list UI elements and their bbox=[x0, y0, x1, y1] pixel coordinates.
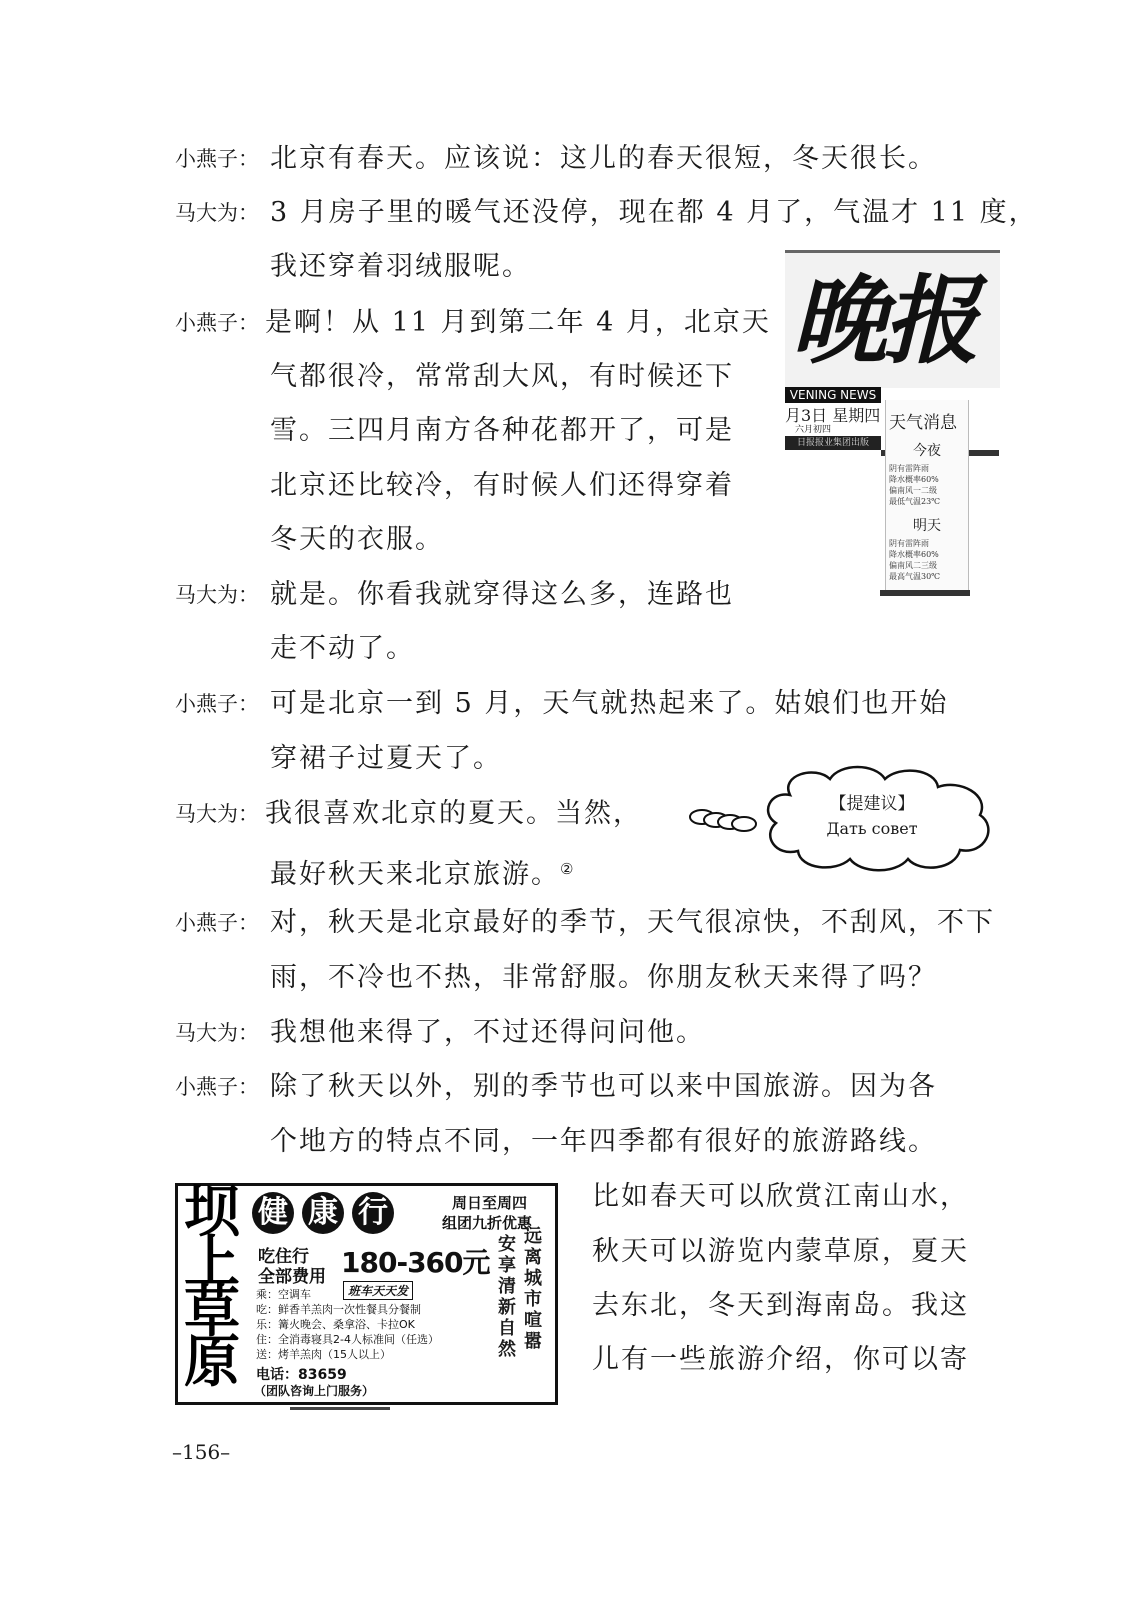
newspaper-english-title: VENING NEWS bbox=[785, 387, 881, 403]
dialogue-line: 我还穿着羽绒服呢。 bbox=[270, 251, 531, 282]
weather-detail: 最低气温23℃ bbox=[889, 497, 941, 506]
weather-title: 天气消息 bbox=[889, 413, 957, 433]
dialogue-line: 雪。三四月南方各种花都开了，可是 bbox=[270, 415, 734, 446]
ad-vertical-char: 享 bbox=[498, 1255, 516, 1276]
ad-circle-char: 健 bbox=[252, 1192, 294, 1234]
dialogue-line: 我想他来得了，不过还得问问他。 bbox=[270, 1017, 705, 1048]
speaker-label: 小燕子： bbox=[175, 147, 259, 171]
dialogue-line: 走不动了。 bbox=[270, 633, 415, 664]
dialogue-line: 是啊！从 11 月到第二年 4 月，北京天 bbox=[265, 307, 771, 338]
newspaper-masthead bbox=[785, 250, 1000, 388]
speaker-label: 小燕子： bbox=[175, 1075, 259, 1099]
dialogue-line: 北京有春天。应该说：这儿的春天很短，冬天很长。 bbox=[270, 143, 937, 174]
speaker-label: 马大为： bbox=[175, 802, 259, 826]
ad-price: 180-360元 bbox=[341, 1246, 490, 1279]
weather-detail: 偏南风二三级 bbox=[889, 561, 937, 570]
ad-daily-bus: 班车天天发 bbox=[343, 1281, 413, 1300]
dialogue-line: 穿裙子过夏天了。 bbox=[270, 743, 502, 774]
ad-fees-label: 吃住行 bbox=[258, 1247, 309, 1267]
thought-bubble bbox=[680, 765, 1000, 875]
dialogue-line: 儿有一些旅游介绍，你可以寄 bbox=[592, 1344, 969, 1375]
dialogue-line: 对，秋天是北京最好的季节，天气很凉快，不刮风，不下 bbox=[270, 907, 995, 938]
weather-detail: 偏南风一二级 bbox=[889, 486, 937, 495]
speaker-label: 小燕子： bbox=[175, 311, 259, 335]
bubble-translation: Дать совет bbox=[826, 819, 918, 838]
bubble-heading: 【提建议】 bbox=[829, 794, 915, 814]
dialogue-line: 除了秋天以外，别的季节也可以来中国旅游。因为各 bbox=[270, 1071, 937, 1102]
newspaper-publisher: 日报报业集团出版 bbox=[785, 436, 881, 450]
dialogue-line bbox=[270, 852, 575, 892]
speaker-label: 马大为： bbox=[175, 583, 259, 607]
ad-big-char: 坝 bbox=[184, 1180, 240, 1245]
ad-vertical-slogan bbox=[496, 1234, 518, 1360]
dialogue-line: 秋天可以游览内蒙草原，夏天 bbox=[592, 1236, 969, 1267]
ad-circle-char: 康 bbox=[302, 1192, 344, 1234]
travel-advertisement bbox=[175, 1180, 558, 1405]
weather-detail: 阴有雷阵雨 bbox=[889, 464, 929, 473]
ad-vertical-char: 离 bbox=[524, 1247, 542, 1268]
divider bbox=[290, 1407, 390, 1414]
ad-fees-label: 全部费用 bbox=[258, 1267, 326, 1287]
dialogue-line: 去东北，冬天到海南岛。我这 bbox=[592, 1290, 969, 1321]
ad-vertical-char: 然 bbox=[498, 1339, 516, 1360]
ad-vertical-char: 喧 bbox=[524, 1310, 542, 1331]
ad-vertical-char: 自 bbox=[498, 1318, 516, 1339]
dialogue-line: 雨，不冷也不热，非常舒服。你朋友秋天来得了吗？ bbox=[270, 962, 937, 993]
weather-detail: 降水概率60% bbox=[889, 550, 939, 559]
footnote-marker: ② bbox=[560, 860, 576, 878]
dialogue-text: 最好秋天来北京旅游。 bbox=[270, 859, 560, 890]
weather-detail: 阴有雷阵雨 bbox=[889, 539, 929, 548]
ad-vertical-char: 安 bbox=[498, 1234, 516, 1255]
divider bbox=[880, 590, 970, 596]
ad-phone: 电话：83659 bbox=[256, 1367, 347, 1383]
dialogue-line: 气都很冷，常常刮大风，有时候还下 bbox=[270, 361, 734, 392]
weather-tonight-label: 今夜 bbox=[913, 443, 941, 459]
weather-detail: 最高气温30℃ bbox=[889, 572, 941, 581]
newspaper-clipping bbox=[785, 250, 1000, 605]
newspaper-date: 月3日 星期四 bbox=[785, 406, 881, 425]
newspaper-title: 晚报 bbox=[791, 264, 975, 377]
ad-vertical-char: 市 bbox=[524, 1289, 542, 1310]
ad-vertical-slogan bbox=[522, 1226, 544, 1352]
ad-item: 住：全消毒寝具2-4人标准间（任选） bbox=[256, 1333, 439, 1346]
weather-detail: 降水概率60% bbox=[889, 475, 939, 484]
dialogue-line: 冬天的衣服。 bbox=[270, 524, 444, 555]
ad-item: 乘：空调车 bbox=[256, 1288, 311, 1301]
ad-big-char: 草 bbox=[184, 1280, 240, 1345]
dialogue-line: 3 月房子里的暖气还没停，现在都 4 月了，气温才 11 度， bbox=[270, 197, 1038, 228]
newspaper-lunar-date: 六月初四 bbox=[795, 425, 832, 435]
ad-vertical-char: 城 bbox=[524, 1268, 542, 1289]
dialogue-line: 就是。你看我就穿得这么多，连路也 bbox=[270, 579, 734, 610]
ad-circle-char: 行 bbox=[352, 1192, 394, 1234]
speaker-label: 马大为： bbox=[175, 1021, 259, 1045]
ad-vertical-char: 远 bbox=[524, 1226, 542, 1247]
dialogue-line: 我很喜欢北京的夏天。当然， bbox=[265, 798, 642, 829]
ad-promo: 组团九折优惠 bbox=[442, 1214, 533, 1232]
speaker-label: 小燕子： bbox=[175, 692, 259, 716]
ad-vertical-char: 清 bbox=[498, 1276, 516, 1297]
speaker-label: 小燕子： bbox=[175, 911, 259, 935]
dialogue-line: 北京还比较冷，有时候人们还得穿着 bbox=[270, 470, 734, 501]
ad-big-char: 上 bbox=[184, 1230, 240, 1295]
ad-big-char: 原 bbox=[184, 1330, 240, 1395]
page-number: –156– bbox=[172, 1440, 231, 1464]
ad-promo: 周日至周四 bbox=[452, 1194, 528, 1212]
ad-item: 送：烤羊羔肉（15人以上） bbox=[256, 1348, 391, 1361]
ad-item: 乐：篝火晚会、桑拿浴、卡拉OK bbox=[256, 1318, 415, 1331]
weather-tomorrow-label: 明天 bbox=[913, 518, 941, 534]
ad-item: 吃：鲜香羊羔肉一次性餐具分餐制 bbox=[256, 1303, 421, 1316]
ad-vertical-char: 新 bbox=[498, 1297, 516, 1318]
ad-group-service: （团队咨询上门服务） bbox=[254, 1384, 375, 1398]
dialogue-line: 可是北京一到 5 月，天气就热起来了。姑娘们也开始 bbox=[270, 688, 949, 719]
dialogue-line: 比如春天可以欣赏江南山水， bbox=[592, 1181, 969, 1212]
speaker-label: 马大为： bbox=[175, 201, 259, 225]
dialogue-line: 个地方的特点不同，一年四季都有很好的旅游路线。 bbox=[270, 1126, 937, 1157]
ad-vertical-char: 嚣 bbox=[524, 1331, 542, 1352]
